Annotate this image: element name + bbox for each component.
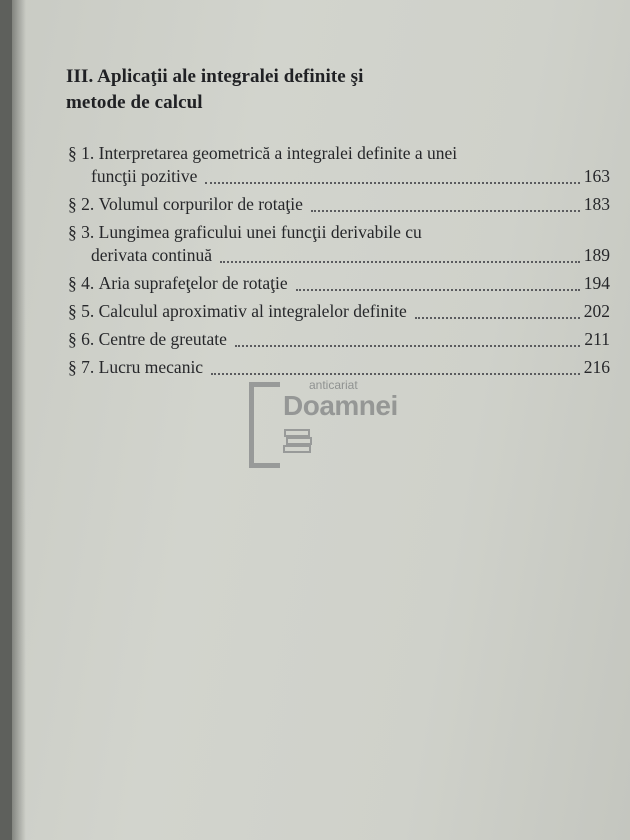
table-of-contents — [68, 142, 610, 384]
toc-entry-2 — [68, 193, 610, 216]
toc-entry-7-title: Lucru mecanic — [98, 357, 204, 377]
watermark-small-text: anticariat — [309, 378, 358, 392]
book-page — [12, 0, 630, 840]
toc-entry-3 — [68, 221, 610, 267]
toc-entry-2-leader-dots — [311, 210, 580, 212]
toc-entry-7-page: 216 — [583, 357, 610, 377]
watermark-big-text: Doamnei — [283, 390, 398, 421]
toc-entry-6-leader-dots — [235, 345, 580, 347]
toc-entry-1 — [68, 142, 610, 188]
toc-entry-6 — [68, 328, 610, 351]
toc-entry-5-leader-dots — [415, 317, 580, 319]
toc-entry-5-title: Calculul aproximativ al integralelor definite — [98, 301, 407, 321]
toc-entry-1-title-line-2: funcţii pozitive — [91, 166, 198, 186]
toc-entry-5-number: § 5. — [68, 301, 95, 321]
toc-entry-6-title: Centre de greutate — [98, 329, 227, 349]
toc-entry-1-leader-dots — [205, 182, 579, 184]
toc-entry-1-page: 163 — [583, 166, 610, 186]
books-icon — [283, 428, 313, 454]
toc-entry-5-page: 202 — [583, 301, 610, 321]
toc-entry-2-page: 183 — [583, 194, 610, 214]
toc-entry-5 — [68, 300, 610, 323]
toc-entry-7 — [68, 356, 610, 379]
toc-entry-3-title-line-2: derivata continuă — [91, 245, 212, 265]
toc-entry-3-title-line-1: Lungimea graficului unei funcţii derivabile cu — [98, 222, 422, 242]
shop-watermark — [249, 378, 398, 460]
toc-entry-1-title-line-1: Interpretarea geometrică a integralei definite a unei — [98, 143, 458, 163]
toc-entry-3-leader-dots — [220, 261, 580, 263]
toc-entry-4-leader-dots — [296, 289, 580, 291]
toc-entry-4 — [68, 272, 610, 295]
toc-entry-4-page: 194 — [583, 273, 610, 293]
toc-entry-2-number: § 2. — [68, 194, 95, 214]
toc-entry-7-leader-dots — [211, 373, 580, 375]
toc-entry-4-number: § 4. — [68, 273, 95, 293]
toc-entry-3-page: 189 — [583, 245, 610, 265]
chapter-heading-line-2: metode de calcul — [66, 92, 203, 113]
chapter-heading-line-1: III. Aplicaţii ale integralei definite şi — [66, 66, 364, 87]
toc-entry-4-title: Aria suprafeţelor de rotaţie — [98, 273, 288, 293]
chapter-heading — [66, 64, 486, 116]
toc-entry-1-number: § 1. — [68, 143, 95, 163]
toc-entry-6-number: § 6. — [68, 329, 95, 349]
spine-shadow — [12, 0, 26, 840]
toc-entry-2-title: Volumul corpurilor de rotaţie — [98, 194, 303, 214]
toc-entry-6-page: 211 — [584, 329, 610, 349]
toc-entry-7-number: § 7. — [68, 357, 95, 377]
toc-entry-3-number: § 3. — [68, 222, 95, 242]
watermark-bracket — [249, 382, 280, 468]
